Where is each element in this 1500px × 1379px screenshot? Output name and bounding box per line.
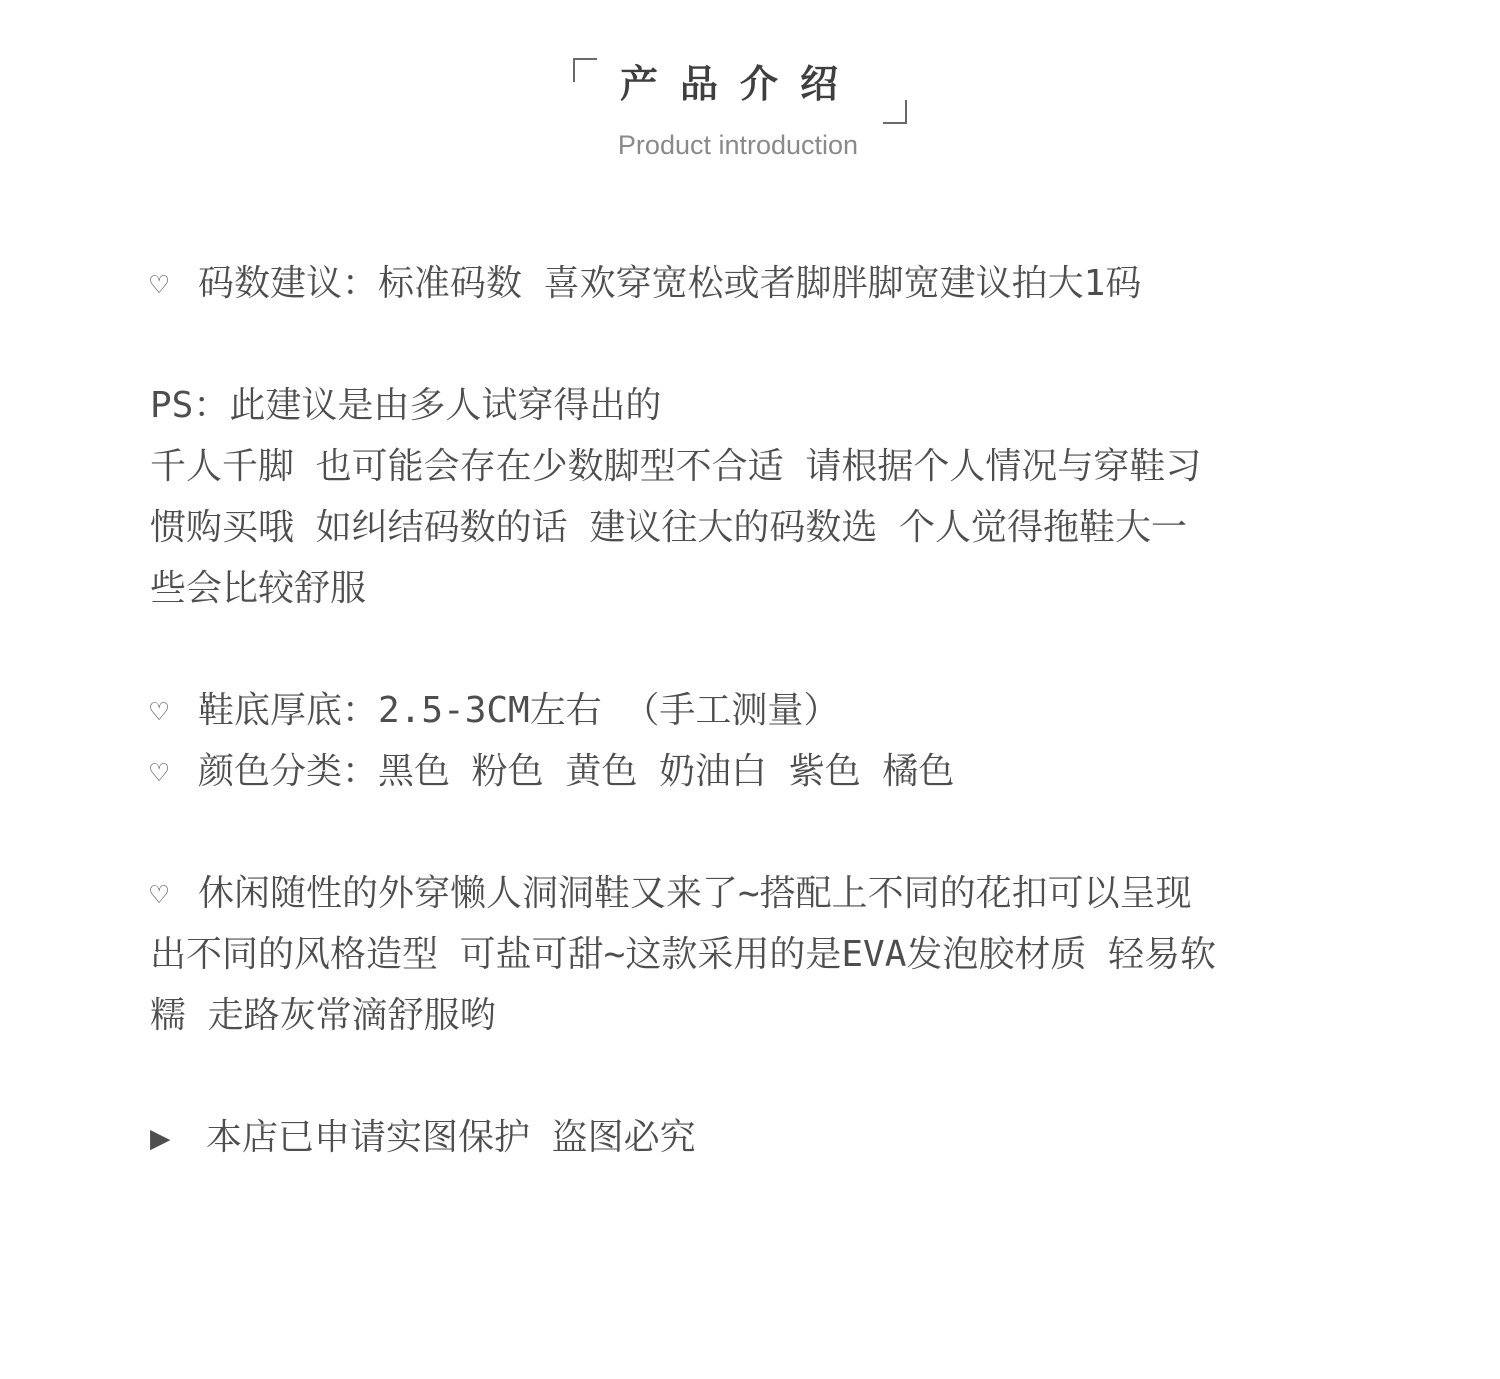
spacer xyxy=(150,619,1350,680)
page-title: 产品介绍 xyxy=(619,62,860,106)
color-options xyxy=(150,741,1350,802)
sole-thickness-text: 鞋底厚底：2.5-3CM左右 （手工测量） xyxy=(198,690,840,731)
description-line: 糯 走路灰常滴舒服哟 xyxy=(150,995,496,1036)
page-subtitle: Product introduction xyxy=(617,130,859,160)
product-description xyxy=(150,253,1350,1168)
sole-thickness xyxy=(150,680,1350,741)
heart-outline-icon: ♡ xyxy=(150,268,169,303)
bracket-close-icon xyxy=(883,100,907,124)
heart-outline-icon: ♡ xyxy=(150,695,169,730)
spacer xyxy=(150,1046,1350,1107)
ps-line: 惯购买哦 如纠结码数的话 建议往大的码数选 个人觉得拖鞋大一 xyxy=(150,507,1188,548)
play-arrow-icon: ▶ xyxy=(150,1118,171,1158)
spacer xyxy=(150,314,1350,375)
copyright-notice-text: 本店已申请实图保护 盗图必究 xyxy=(206,1117,696,1158)
size-advice xyxy=(150,253,1350,314)
copyright-notice xyxy=(150,1107,1350,1168)
spacer xyxy=(150,802,1350,863)
bracket-open-icon xyxy=(573,58,597,82)
description-line: 出不同的风格造型 可盐可甜~这款采用的是EVA发泡胶材质 轻易软 xyxy=(150,934,1217,975)
heart-outline-icon: ♡ xyxy=(150,878,169,913)
ps-line: PS：此建议是由多人试穿得出的 xyxy=(150,385,662,426)
description-line xyxy=(150,863,1350,924)
heart-outline-icon: ♡ xyxy=(150,756,169,791)
size-advice-text: 码数建议：标准码数 喜欢穿宽松或者脚胖脚宽建议拍大1码 xyxy=(198,263,1142,304)
description-text: 休闲随性的外穿懒人洞洞鞋又来了~搭配上不同的花扣可以呈现 xyxy=(198,873,1192,914)
color-options-text: 颜色分类：黑色 粉色 黄色 奶油白 紫色 橘色 xyxy=(198,751,955,792)
ps-line: 千人千脚 也可能会存在少数脚型不合适 请根据个人情况与穿鞋习 xyxy=(150,446,1202,487)
header xyxy=(0,0,1500,200)
ps-line: 些会比较舒服 xyxy=(150,568,367,609)
